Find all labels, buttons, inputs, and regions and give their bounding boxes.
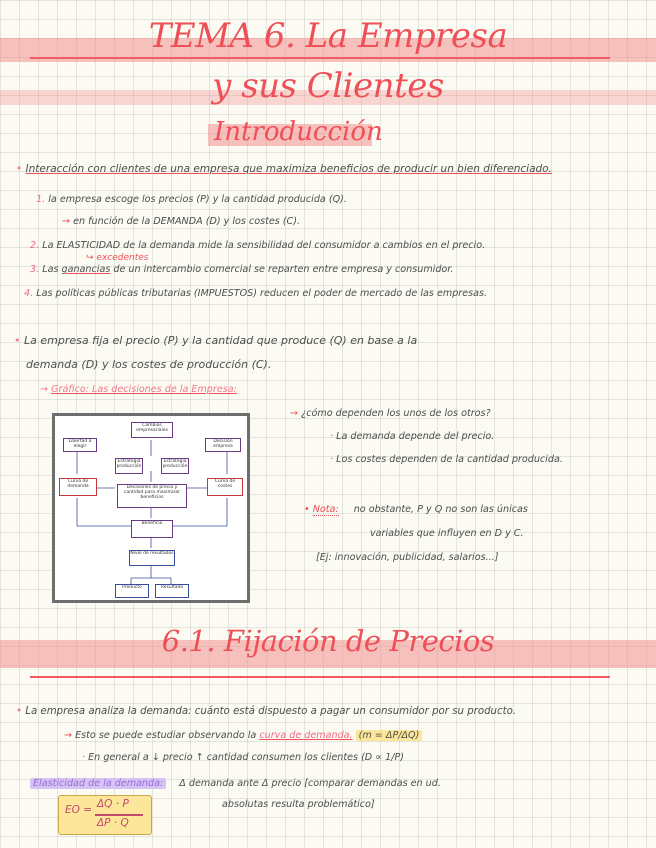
bullet-dot: •	[16, 706, 23, 717]
elasticity-row-2: absolutas resulta problemático]	[222, 799, 375, 810]
section-title: 6.1. Fijación de Precios	[161, 624, 495, 658]
intro-main-text: Interacción con clientes de una empresa que maximiza beneficios de producir un bien diferenciado.	[25, 163, 552, 175]
section-line3	[82, 752, 404, 763]
arrow-icon: →	[64, 730, 73, 741]
elasticity-formula-box	[58, 795, 152, 835]
bullet-dot: ·	[82, 752, 86, 763]
arrow-icon: ↪	[86, 253, 94, 263]
graph-label-text: Gráfico: Las decisiones de la Empresa:	[51, 384, 237, 395]
diagram-box: Curva de demanda	[59, 478, 97, 496]
intro-item-2	[30, 240, 485, 251]
formula-lhs: EO =	[65, 804, 93, 816]
section-text: En general a ↓ precio ↑ cantidad consumen los clientes (D ∝ 1/P)	[88, 752, 405, 763]
diagram-box: Decisión empresa	[205, 438, 241, 452]
note-example: [Ej: innovación, publicidad, salarios...]	[316, 552, 499, 563]
excedentes-annotation	[86, 253, 148, 263]
bullet-dot: •	[304, 504, 310, 515]
intro-item-4	[24, 288, 487, 299]
note-line2: variables que influyen en D y C.	[370, 528, 524, 539]
section-text: La empresa analiza la demanda: cuánto está dispuesto a pagar un consumidor por su producto.	[25, 706, 517, 717]
diagram-box: Producto	[115, 584, 149, 598]
page-title-line1: TEMA 6. La Empresa	[148, 16, 508, 56]
item-num: 3.	[30, 264, 40, 275]
bullet-dot: ·	[330, 431, 334, 442]
arrow-icon: →	[62, 216, 71, 227]
arrow-icon: →	[290, 408, 299, 419]
answer-text: La demanda depende del precio.	[336, 431, 495, 442]
paragraph2-line2: demanda (D) y los costes de producción (C).	[26, 358, 272, 371]
note-label: Nota:	[312, 504, 339, 515]
diagram-box: Cambios empresariales	[131, 422, 173, 438]
arrow-icon: →	[40, 384, 49, 395]
elasticity-text: Δ demanda ante Δ precio [comparar demandas en ud.	[179, 778, 441, 789]
paragraph-text: La empresa fija el precio (P) y la cantidad que produce (Q) en base a la	[24, 334, 418, 347]
page-title-line2: y sus Clientes	[212, 66, 444, 106]
decisions-diagram	[52, 413, 250, 603]
intro-item-1	[36, 194, 347, 205]
intro-item-1-sub	[62, 216, 300, 227]
slope-formula: (m = ΔP/ΔQ)	[356, 730, 423, 741]
diagram-box: Estrategia producción	[115, 458, 143, 474]
diagram-box: Beneficio	[131, 520, 173, 538]
annotation-text: excedentes	[96, 253, 149, 263]
item-num: 2.	[30, 240, 40, 251]
curve-label: curva de demanda.	[259, 730, 353, 741]
item-text: la empresa escoge los precios (P) y la cantidad producida (Q).	[48, 194, 347, 205]
intro-heading: Introducción	[214, 117, 383, 147]
elasticity-label: Elasticidad de la demanda:	[30, 778, 166, 789]
item-text: Las políticas públicas tributarias (IMPUESTOS) reducen el poder de mercado de las empresas.	[36, 288, 488, 299]
graph-label	[40, 384, 237, 395]
bullet-dot: ·	[330, 454, 334, 465]
diagram-box: Nivel de resultados	[129, 550, 175, 566]
bullet-dot: •	[16, 163, 23, 175]
note-line1	[304, 504, 528, 515]
intro-main-point	[16, 163, 552, 175]
bullet-dot: •	[14, 334, 21, 347]
question-line	[290, 408, 491, 419]
answer-text: Los costes dependen de la cantidad producida.	[336, 454, 563, 465]
item-num: 1.	[36, 194, 46, 205]
answer-1	[330, 431, 494, 442]
section-line2	[64, 730, 422, 741]
item-num: 4.	[24, 288, 34, 299]
answer-2	[330, 454, 563, 465]
item-text: La ELASTICIDAD de la demanda mide la sensibilidad del consumidor a cambios en el precio.	[42, 240, 486, 251]
paragraph2-line1	[14, 334, 417, 347]
diagram-box: Decisiones de precio y cantidad para maximizar beneficios	[117, 484, 187, 508]
note-text: no obstante, P y Q no son las únicas	[353, 504, 528, 515]
section-line1	[16, 706, 516, 717]
section-text: Esto se puede estudiar observando la	[75, 730, 260, 741]
intro-item-3	[30, 264, 453, 275]
section-underline	[30, 676, 610, 678]
question-text: ¿cómo dependen los unos de los otros?	[301, 408, 491, 419]
diagram-box: Libertad a elegir	[63, 438, 97, 452]
formula-denominator: ΔP · Q	[97, 817, 129, 829]
diagram-box: Resultado	[155, 584, 189, 598]
fraction-bar	[95, 814, 143, 816]
diagram-box: Estrategia producción	[161, 458, 189, 474]
title-underline	[30, 57, 610, 59]
item-text: en función de la DEMANDA (D) y los costes (C).	[73, 216, 301, 227]
formula-numerator: ΔQ · P	[97, 798, 129, 810]
item-keyword: ganancias	[61, 264, 111, 275]
elasticity-row	[30, 778, 441, 789]
diagram-box: Curva de costes	[207, 478, 243, 496]
item-text: de un intercambio comercial se reparten entre empresa y consumidor.	[110, 264, 454, 275]
item-text: Las	[42, 264, 62, 275]
